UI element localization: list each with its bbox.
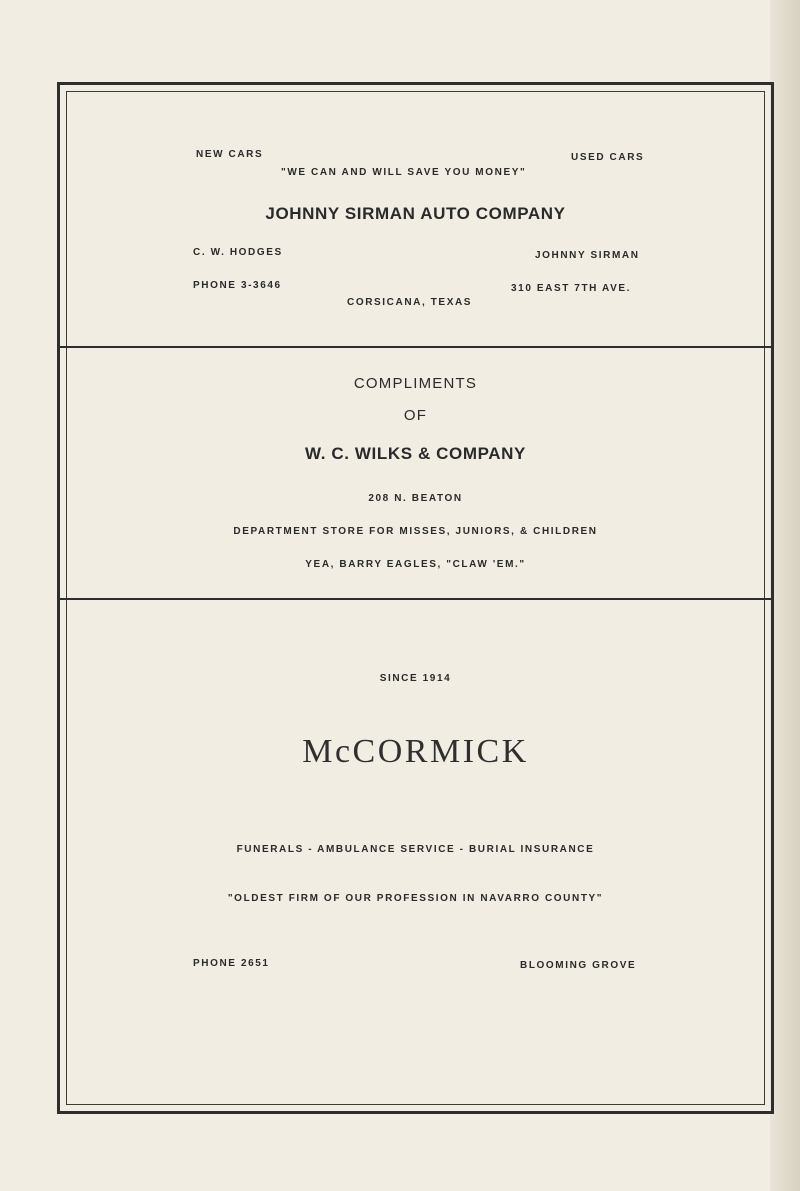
sirman-left-person: C. W. HODGES: [193, 247, 283, 258]
page-edge: [770, 0, 800, 1191]
ad-page-frame: [57, 82, 774, 1114]
since-label: SINCE 1914: [379, 673, 452, 684]
new-cars-label: NEW CARS: [196, 149, 264, 160]
used-cars-label: USED CARS: [571, 152, 645, 163]
wilks-description: DEPARTMENT STORE FOR MISSES, JUNIORS, & CHILDREN: [233, 526, 598, 537]
mccormick-tagline: "OLDEST FIRM OF OUR PROFESSION IN NAVARRO COUNTY": [227, 893, 604, 904]
sirman-phone: PHONE 3-3646: [193, 280, 282, 291]
mccormick-town: BLOOMING GROVE: [520, 960, 637, 971]
mccormick-phone: PHONE 2651: [193, 958, 270, 969]
divider-1: [60, 346, 771, 348]
wilks-address: 208 N. BEATON: [368, 493, 463, 504]
wilks-company-name: W. C. WILKS & COMPANY: [305, 444, 526, 463]
sirman-city: CORSICANA, TEXAS: [347, 297, 473, 308]
compliments-label: COMPLIMENTS: [353, 375, 478, 392]
sirman-company-name: JOHNNY SIRMAN AUTO COMPANY: [265, 204, 566, 223]
wilks-cheer: YEA, BARRY EAGLES, "CLAW 'EM.": [305, 559, 526, 570]
divider-2: [60, 598, 771, 600]
mccormick-name: McCORMICK: [302, 733, 529, 770]
of-label: OF: [403, 407, 428, 424]
sirman-slogan: "WE CAN AND WILL SAVE YOU MONEY": [281, 167, 527, 178]
sirman-right-person: JOHNNY SIRMAN: [535, 250, 640, 261]
sirman-address: 310 EAST 7TH AVE.: [511, 283, 632, 294]
mccormick-services: FUNERALS - AMBULANCE SERVICE - BURIAL INSURANCE: [236, 844, 595, 855]
